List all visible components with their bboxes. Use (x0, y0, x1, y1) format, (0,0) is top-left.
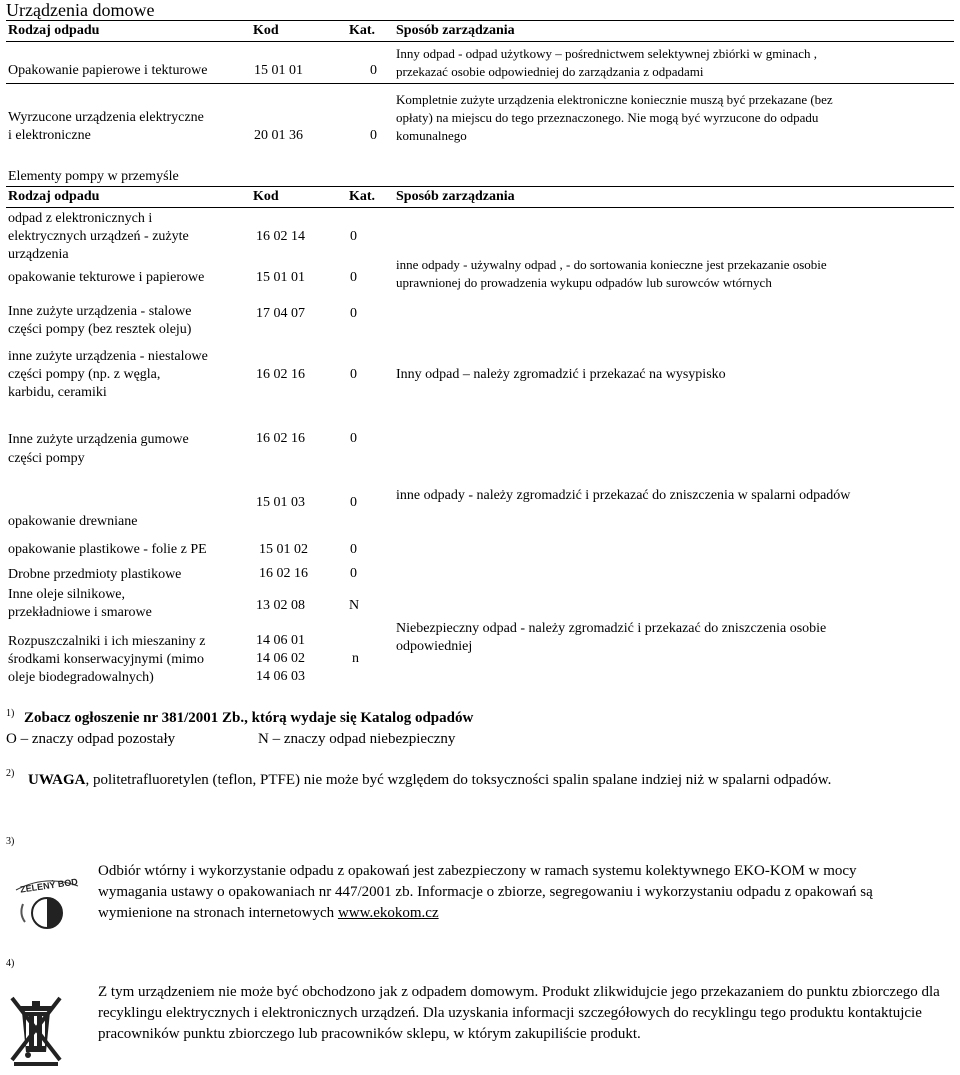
row-code: 20 01 36 (254, 128, 303, 143)
footnote-marker: 2) (6, 768, 15, 779)
ekokom-link[interactable]: www.ekokom.cz (337, 905, 439, 921)
header-cat: Kat. (349, 23, 376, 38)
footnote-2-text: , politetrafluoretylen (teflon, PTFE) nie może być względem do toksyczności spalin spalane indziej niż w spalarni odpadów. (85, 772, 832, 788)
row-code: 14 06 02 (256, 651, 305, 666)
footnote-3-text: Odbiór wtórny i wykorzystanie odpadu z opakowań jest zabezpieczony w ramach systemu kolektywnego EKO-KOM w mocy wymagania ustawy o opakowaniach nr 447/2001 zb. Informacje o zbiorze, segregowaniu i wykorzystaniu odpadu z opakowań są wymienione na stronach internetowych (98, 863, 873, 921)
row-cat: 0 (350, 306, 357, 321)
row-method: Kompletnie zużyte urządzenia elektroniczne koniecznie muszą być przekazane (bez (396, 92, 833, 107)
footnote-marker: 1) (6, 708, 15, 719)
row-type: Inne zużyte urządzenia gumowe (8, 432, 189, 447)
row-type: Inne oleje silnikowe, (8, 587, 126, 602)
row-code: 16 02 16 (256, 431, 305, 446)
row-type: i elektroniczne (8, 128, 91, 143)
row-type: środkami konserwacyjnymi (mimo (8, 652, 204, 667)
section1-title: Urządzenia domowe (6, 0, 155, 20)
row-type: Inne zużyte urządzenia - stalowe (8, 304, 192, 319)
row-type: Opakowanie papierowe i tekturowe (8, 63, 208, 78)
row-code: 16 02 16 (259, 566, 308, 581)
footnote-marker: 4) (6, 958, 15, 969)
row-code: 15 01 02 (259, 542, 308, 557)
crossed-bin-icon (6, 992, 66, 1067)
row-cat: 0 (350, 367, 357, 382)
row-type: inne zużyte urządzenia - niestalowe (8, 349, 208, 364)
row-method: Niebezpieczny odpad - należy zgromadzić i przekazać do zniszczenia osobie (396, 621, 827, 636)
row-code: 17 04 07 (256, 306, 305, 321)
row-type: karbidu, ceramiki (8, 385, 107, 400)
header-method: Sposób zarządzania (396, 23, 515, 38)
row-code: 14 06 01 (256, 633, 305, 648)
footnote-2 (6, 770, 952, 791)
legend-o: O – znaczy odpad pozostały (6, 731, 176, 747)
row-method: Inny odpad - odpad użytkowy – pośrednictwem selektywnej zbiórki w gminach , (396, 46, 817, 61)
green-dot-logo (6, 872, 86, 938)
row-type: opakowanie drewniane (8, 514, 138, 529)
row-method: uprawnionej do prowadzenia wykupu odpadów lub surowców wtórnych (396, 275, 772, 290)
row-method: komunalnego (396, 128, 467, 143)
row-method: Inny odpad – należy zgromadzić i przekazać na wysypisko (396, 367, 726, 382)
row-type: części pompy (8, 451, 85, 466)
row-code: 14 06 03 (256, 669, 305, 684)
section2-title: Elementy pompy w przemyśle (8, 169, 179, 184)
header-type: Rodzaj odpadu (8, 23, 100, 38)
row-cat: n (352, 651, 359, 666)
row-cat: 0 (350, 229, 357, 244)
divider (6, 83, 954, 84)
row-type: oleje biodegradowalnych) (8, 670, 154, 685)
header-code: Kod (253, 23, 279, 38)
legend-n: N – znaczy odpad niebezpieczny (258, 731, 456, 747)
svg-text:ZELENÝ BOD: ZELENÝ BOD (19, 876, 79, 895)
row-cat: 0 (370, 63, 377, 78)
row-cat: 0 (350, 566, 357, 581)
row-type: opakowanie plastikowe - folie z PE (8, 542, 207, 557)
row-type: przekładniowe i smarowe (8, 605, 152, 620)
row-method: opłaty) na miejscu do tego przeznaczonego. Nie mogą być wyrzucone do odpadu (396, 110, 819, 125)
header-type: Rodzaj odpadu (8, 189, 100, 204)
row-type: Rozpuszczalniki i ich mieszaniny z (8, 634, 206, 649)
footnote-3 (98, 861, 918, 924)
row-cat: 0 (350, 542, 357, 557)
row-type: opakowanie tekturowe i papierowe (8, 270, 205, 285)
row-cat: N (349, 598, 360, 613)
row-code: 15 01 03 (256, 495, 305, 510)
footnote-1: Zobacz ogłoszenie nr 381/2001 Zb., którą wydaje się Katalog odpadów (24, 710, 474, 726)
row-method: inne odpady - należy zgromadzić i przekazać do zniszczenia w spalarni odpadów (396, 488, 851, 503)
divider (6, 207, 954, 208)
row-method: inne odpady - używalny odpad , - do sortowania konieczne jest przekazanie osobie (396, 257, 827, 272)
row-method: przekazać osobie odpowiedniej do zarządzania z odpadami (396, 64, 704, 79)
row-code: 16 02 14 (256, 229, 305, 244)
warning-label: UWAGA (28, 772, 86, 788)
row-code: 13 02 08 (256, 598, 305, 613)
row-type: Drobne przedmioty plastikowe (8, 567, 182, 582)
row-code: 15 01 01 (254, 63, 303, 78)
row-cat: 0 (350, 495, 357, 510)
header-cat: Kat. (349, 189, 376, 204)
divider (6, 186, 954, 187)
row-cat: 0 (350, 431, 357, 446)
footnote-4: Z tym urządzeniem nie może być obchodzono jak z odpadem domowym. Produkt zlikwidujcie jego przekazaniem do punktu zbiorczego dla recyklingu elektrycznych i elektronicznych urządzeń. Dla uzyskania informacji szczegółowych do recyklingu tego produktu kontaktujcie pracowników punktu zbiorczego lub pracowników sklepu, w którym zakupiliście produkt. (98, 984, 940, 1042)
row-code: 16 02 16 (256, 367, 305, 382)
row-type: części pompy (bez resztek oleju) (8, 322, 192, 337)
row-type: urządzenia (8, 247, 69, 262)
row-type: odpad z elektronicznych i (8, 211, 153, 226)
header-code: Kod (253, 189, 279, 204)
row-cat: 0 (350, 270, 357, 285)
row-cat: 0 (370, 128, 377, 143)
footnote-marker: 3) (6, 836, 15, 847)
row-method: odpowiedniej (396, 639, 473, 654)
divider (6, 20, 954, 21)
row-type: Wyrzucone urządzenia elektryczne (8, 110, 204, 125)
row-type: elektrycznych urządzeń - zużyte (8, 229, 189, 244)
divider (6, 41, 954, 42)
header-method: Sposób zarządzania (396, 189, 515, 204)
row-code: 15 01 01 (256, 270, 305, 285)
row-type: części pompy (np. z węgla, (8, 367, 161, 382)
